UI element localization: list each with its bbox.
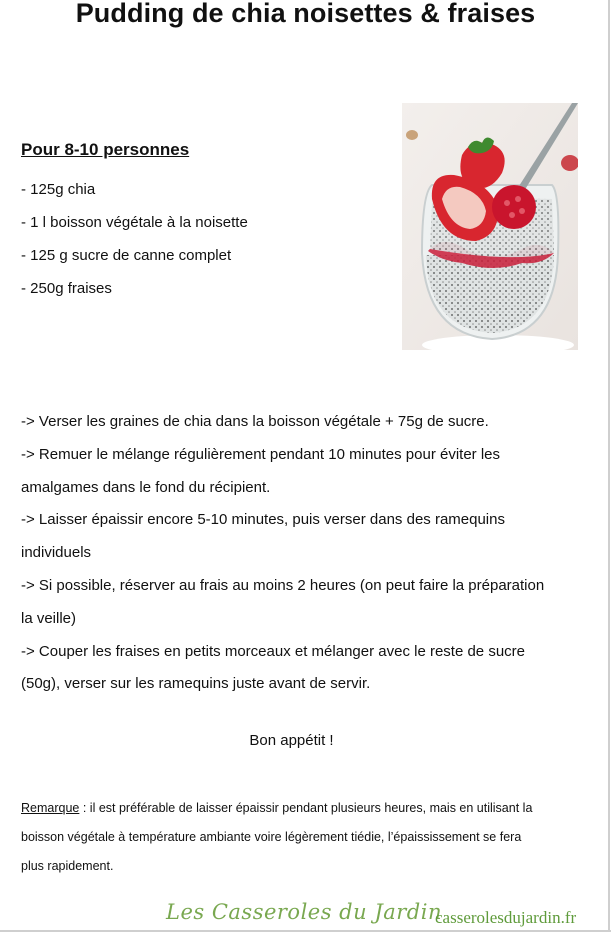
instruction-line: individuels xyxy=(21,544,92,562)
remark-line: boisson végétale à température ambiante voire légèrement tiédie, l’épaississement se fera xyxy=(21,830,522,844)
ingredient-list xyxy=(21,180,248,312)
remark-text: : il est préférable de laisser épaissir pendant plusieurs heures, mais en utilisant la xyxy=(79,801,533,815)
chia-pudding-photo xyxy=(402,103,578,350)
instruction-line: (50g), verser sur les ramequins juste avant de servir. xyxy=(21,675,371,693)
remark-line xyxy=(21,794,596,823)
ingredient-item: - 125g chia xyxy=(21,181,96,198)
instructions xyxy=(21,406,593,701)
remark-label: Remarque xyxy=(21,801,80,815)
ingredient-item: - 250g fraises xyxy=(21,280,112,297)
serving-heading: Pour 8-10 personnes xyxy=(21,140,190,159)
page-edge-bottom xyxy=(0,930,611,932)
page-edge-right xyxy=(608,0,610,932)
ingredient-item: - 1 l boisson végétale à la noisette xyxy=(21,214,248,231)
closing-line xyxy=(0,732,611,749)
ingredient-item: - 125 g sucre de canne complet xyxy=(21,247,232,264)
instruction-line: la veille) xyxy=(21,609,77,627)
remark-line: plus rapidement. xyxy=(21,859,114,873)
brand-logo-text: Les Casseroles du Jardin xyxy=(166,900,442,924)
website-label: casserolesdujardin.fr xyxy=(435,908,577,927)
instruction-line: -> Si possible, réserver au frais au moins 2 heures (on peut faire la préparation xyxy=(21,576,545,594)
remark xyxy=(21,794,596,881)
closing-text: Bon appétit ! xyxy=(249,732,334,749)
instruction-line: -> Verser les graines de chia dans la boisson végétale + 75g de sucre. xyxy=(21,413,489,430)
instruction-line: -> Remuer le mélange régulièrement pendant 10 minutes pour éviter les xyxy=(21,445,501,463)
instruction-line: -> Laisser épaissir encore 5-10 minutes, puis verser dans des ramequins xyxy=(21,511,505,529)
instruction-line: amalgames dans le fond du récipient. xyxy=(21,478,271,496)
instruction-line: -> Couper les fraises en petits morceaux et mélanger avec le reste de sucre xyxy=(21,642,525,660)
page-title: Pudding de chia noisettes & fraises xyxy=(75,0,536,28)
